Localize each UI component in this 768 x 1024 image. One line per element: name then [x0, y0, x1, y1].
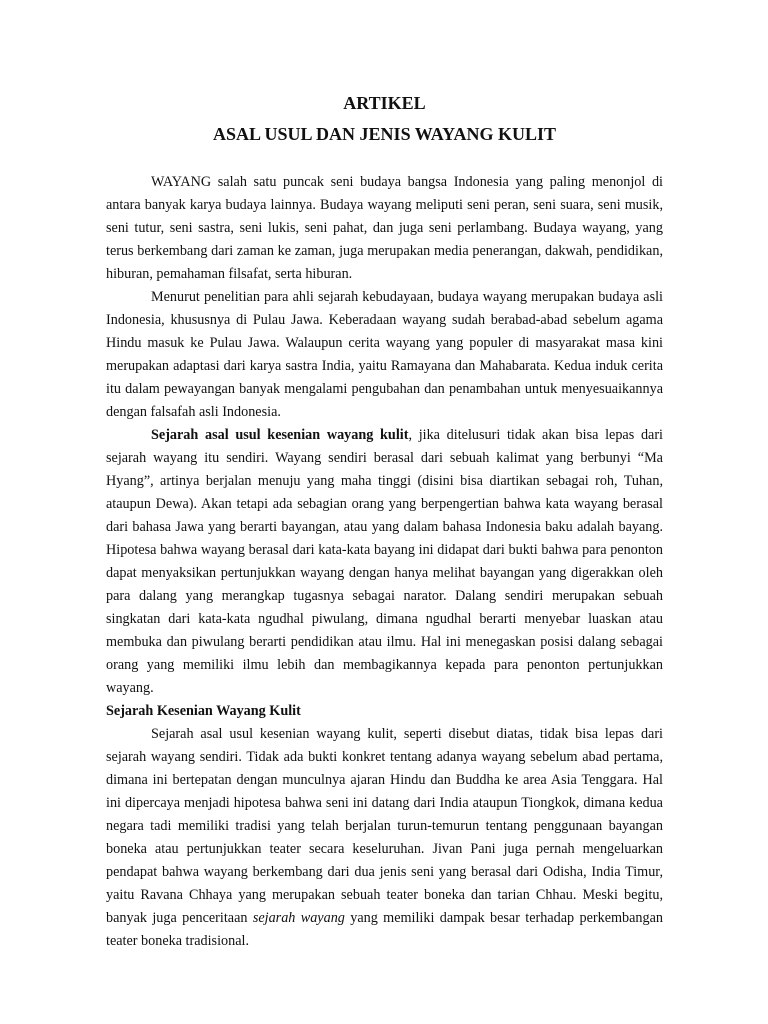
bold-phrase: Sejarah asal usul kesenian wayang kulit	[151, 427, 409, 443]
italic-phrase: sejarah wayang	[252, 910, 345, 926]
paragraph-intro: WAYANG salah satu puncak seni budaya bangsa Indonesia yang paling menonjol di antara banyak karya budaya lainnya. Budaya wayang meliputi seni peran, seni suara, seni musik, seni tutur, seni sastra, seni lukis, seni pahat, dan juga seni perlambang. Budaya wayang, yang terus berkembang dari zaman ke zaman, juga merupakan media penerangan, dakwah, pendidikan, hiburan, pemahaman filsafat, serta hiburan.	[106, 174, 663, 282]
document-title: ARTIKEL	[343, 93, 426, 113]
section-heading: Sejarah Kesenian Wayang Kulit	[106, 703, 301, 719]
paragraph-history-ending: yang memiliki dampak besar terhadap perkembangan teater boneka tradisional.	[106, 910, 663, 949]
paragraph-etymology-text: , jika ditelusuri tidak akan bisa lepas dari sejarah wayang itu sendiri. Wayang sendiri berasal dari sebuah kalimat yang berbunyi “Ma Hyang”, artinya berjalan menuju yang maha tinggi (disini bisa diartikan sebagai roh, Tuhan, ataupun Dewa). Akan tetapi ada sebagian orang yang berpengertian bahwa kata wayang berasal dari bahasa Jawa yang berarti bayangan, atau yang dalam bahasa Indonesia baku adalah bayang. Hipotesa bahwa wayang berasal dari kata-kata bayang ini didapat dari bukti bahwa para penonton dapat menyaksikan pertunjukkan wayang dengan hanya melihat bayangan yang digerakkan oleh para dalang yang merangkap tugasnya sebagai narator. Dalang sendiri merupakan sebuah singkatan dari kata-kata ngudhal piwulang, dimana ngudhal berarti menyebar luaskan atau membuka dan piwulang berarti pendidikan atau ilmu. Hal ini menegaskan posisi dalang sebagai orang yang memiliki ilmu lebih dan membagikannya kepada para penonton pertunjukkan wayang.	[106, 427, 664, 696]
paragraph-history	[106, 723, 663, 953]
paragraph-origin-research: Menurut penelitian para ahli sejarah kebudayaan, budaya wayang merupakan budaya asli Indonesia, khususnya di Pulau Jawa. Keberadaan wayang sudah berabad-abad sebelum agama Hindu masuk ke Pulau Jawa. Walaupun cerita wayang yang populer di masyarakat masa kini merupakan adaptasi dari karya sastra India, yaitu Ramayana dan Mahabarata. Kedua induk cerita itu dalam pewayangan banyak mengalami pengubahan dan penambahan untuk menyesuaikannya dengan falsafah asli Indonesia.	[106, 289, 663, 420]
article-body	[106, 171, 663, 953]
paragraph-history-text: Sejarah asal usul kesenian wayang kulit, seperti disebut diatas, tidak bisa lepas dari sejarah wayang sendiri. Tidak ada bukti konkret tentang adanya wayang sebelum abad pertama, dimana ini bertepatan dengan munculnya ajaran Hindu dan Buddha ke area Asia Tenggara. Hal ini dipercaya menjadi hipotesa bahwa seni ini datang dari India ataupun Tiongkok, dimana kedua negara tadi memiliki tradisi yang telah berjalan turun-temurun tentang penggunaan bayangan boneka atau pertunjukkan teater secara keseluruhan. Jivan Pani juga pernah mengeluarkan pendapat bahwa wayang berkembang dari dua jenis seni yang berasal dari Odisha, India Timur, yaitu Ravana Chhaya yang merupakan sebuah teater boneka dan tarian Chhau. Meski begitu, banyak juga penceritaan	[106, 726, 663, 926]
article-title: ASAL USUL DAN JENIS WAYANG KULIT	[213, 124, 556, 144]
paragraph-etymology	[106, 424, 663, 700]
